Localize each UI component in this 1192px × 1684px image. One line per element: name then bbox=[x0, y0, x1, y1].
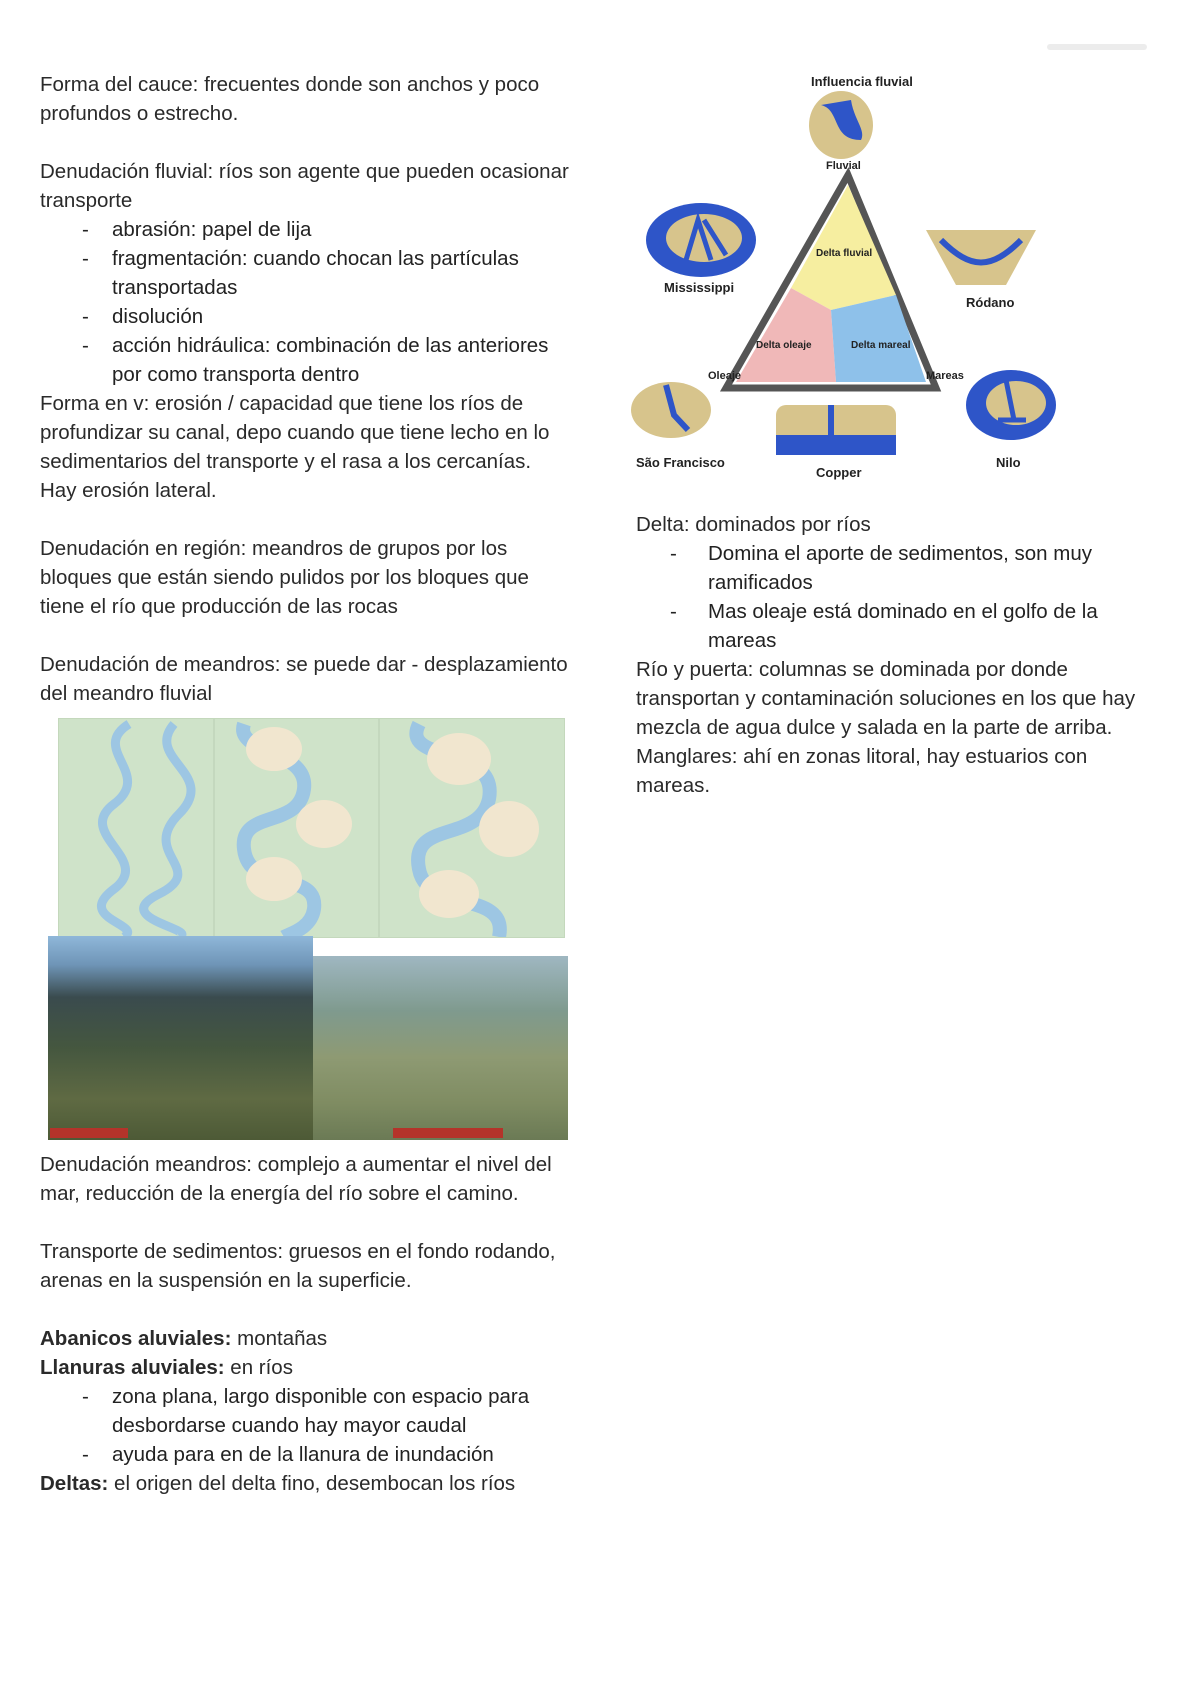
paragraph-cauce: Forma del cauce: frecuentes donde son anchos y poco profundos o estrecho. bbox=[40, 73, 540, 125]
list-item: - Mas oleaje está dominado en el golfo de la mareas bbox=[636, 597, 1156, 655]
term-llanuras: Llanuras aluviales: bbox=[40, 1356, 225, 1379]
paragraph-abanicos bbox=[40, 1324, 570, 1353]
caption-bar bbox=[50, 1128, 128, 1138]
llanuras-list bbox=[40, 1382, 570, 1469]
erosion-list bbox=[40, 215, 570, 389]
label-corner-left: Oleaje bbox=[708, 370, 742, 382]
left-column bbox=[40, 70, 570, 1498]
paragraph-rio-puerta: Río y puerta: columnas se dominada por donde transportan y contaminación soluciones en los que hay mezcla de agua dulce y salada en la parte de arriba. bbox=[636, 658, 1136, 739]
delta-triangle-figure bbox=[626, 70, 1066, 510]
paragraph-denudacion-fluvial: Denudación fluvial: ríos son agente que pueden ocasionar transporte bbox=[40, 160, 569, 212]
term-abanicos: Abanicos aluviales: bbox=[40, 1327, 232, 1350]
label-bottom-center: Copper bbox=[816, 465, 862, 480]
meander-figure bbox=[48, 718, 568, 1140]
delta-list bbox=[636, 539, 1156, 655]
definition-deltas: el origen del delta fino, desembocan los ríos bbox=[108, 1472, 516, 1495]
aerial-photo-left bbox=[48, 936, 313, 1140]
label-zone-blue: Delta mareal bbox=[851, 340, 911, 351]
caption-bar bbox=[393, 1128, 503, 1138]
list-item: - ayuda para en de la llanura de inundación bbox=[40, 1440, 570, 1469]
label-left: Mississippi bbox=[664, 280, 735, 295]
paragraph-manglares: Manglares: ahí en zonas litoral, hay estuarios con mareas. bbox=[636, 745, 1088, 797]
paragraph-meandros: Denudación de meandros: se puede dar - desplazamiento del meandro fluvial bbox=[40, 653, 568, 705]
label-corner-right: Mareas bbox=[926, 370, 964, 382]
list-item: - acción hidráulica: combinación de las anteriores por como transporta dentro bbox=[40, 331, 570, 389]
definition-llanuras: en ríos bbox=[224, 1356, 293, 1379]
right-column bbox=[636, 70, 1156, 800]
paragraph-transporte: Transporte de sedimentos: gruesos en el fondo rodando, arenas en la suspensión en la superficie. bbox=[40, 1240, 556, 1292]
header-mark bbox=[1047, 44, 1147, 50]
meander-map bbox=[58, 718, 565, 938]
label-zone-yellow: Delta fluvial bbox=[816, 248, 873, 259]
label-right: Ródano bbox=[966, 295, 1015, 310]
meander-map-drawing bbox=[59, 719, 564, 937]
list-item: - abrasión: papel de lija bbox=[40, 215, 570, 244]
definition-abanicos: montañas bbox=[231, 1327, 328, 1350]
paragraph-region: Denudación en región: meandros de grupos por los bloques que están siendo pulidos por los bloques que tiene el río que producción de las rocas bbox=[40, 537, 529, 618]
label-zone-pink: Delta oleaje bbox=[756, 340, 812, 351]
list-item: - zona plana, largo disponible con espacio para desbordarse cuando hay mayor caudal bbox=[40, 1382, 570, 1440]
paragraph-denudacion-meandros: Denudación meandros: complejo a aumentar el nivel del mar, reducción de la energía del río sobre el camino. bbox=[40, 1153, 552, 1205]
paragraph-deltas bbox=[40, 1469, 570, 1498]
aerial-photo-right bbox=[313, 956, 568, 1140]
paragraph-forma-v: Forma en v: erosión / capacidad que tiene los ríos de profundizar su canal, depo cuando que tiene lecho en lo sedimentarios del transporte y el rasa a los cercanías. Hay erosión lateral. bbox=[40, 392, 550, 502]
list-item: - disolución bbox=[40, 302, 570, 331]
paragraph-delta: Delta: dominados por ríos bbox=[636, 513, 871, 536]
term-deltas: Deltas: bbox=[40, 1472, 109, 1495]
paragraph-llanuras bbox=[40, 1353, 570, 1382]
list-item: - fragmentación: cuando chocan las partículas transportadas bbox=[40, 244, 570, 302]
list-item: - Domina el aporte de sedimentos, son muy ramificados bbox=[636, 539, 1156, 597]
label-bottom-right: Nilo bbox=[996, 455, 1021, 470]
label-bottom-left: São Francisco bbox=[636, 455, 725, 470]
label-corner-top: Fluvial bbox=[826, 160, 861, 172]
label-top: Influencia fluvial bbox=[811, 74, 913, 89]
